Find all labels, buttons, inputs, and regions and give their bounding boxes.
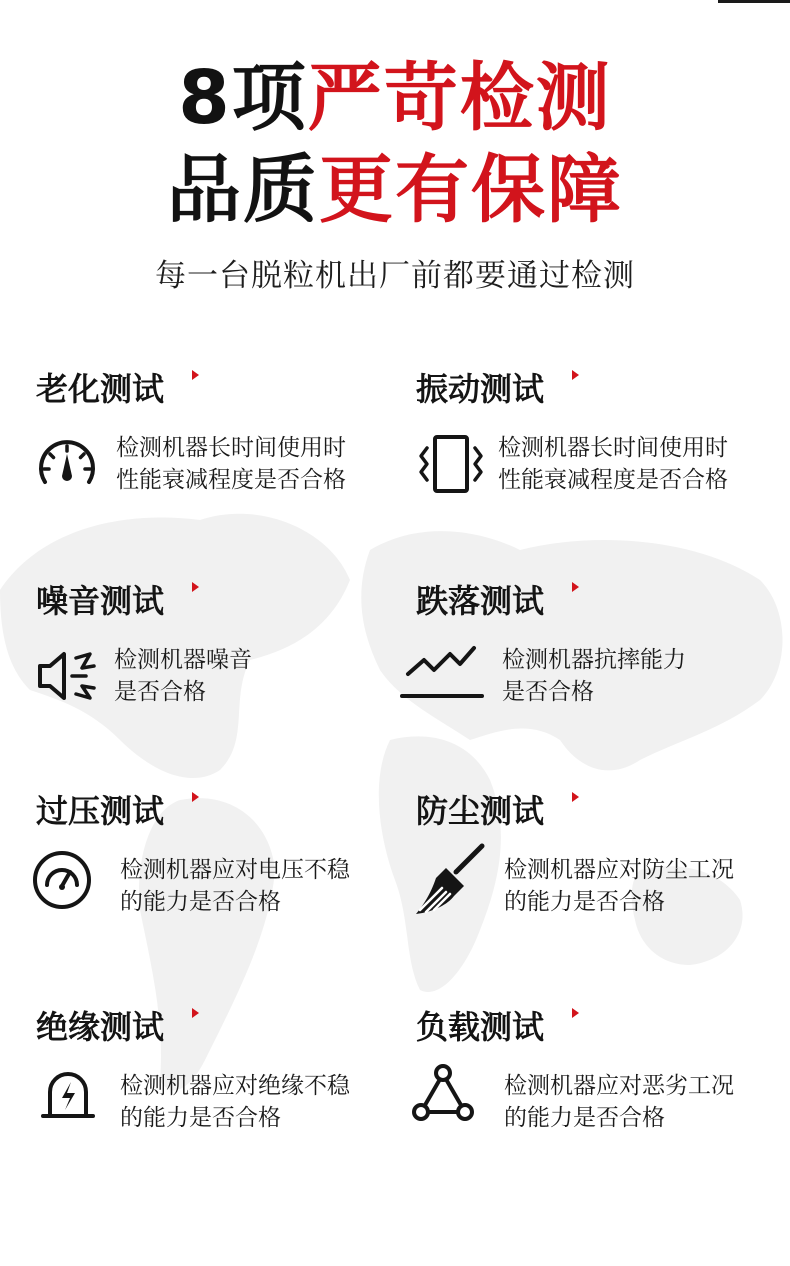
test-description-line: 是否合格	[114, 679, 206, 705]
test-description	[504, 1070, 734, 1134]
test-description-line: 的能力是否合格	[120, 1105, 281, 1131]
test-description	[498, 432, 728, 496]
red-triangle-marker-icon	[192, 792, 199, 802]
test-description	[502, 644, 686, 708]
red-triangle-marker-icon	[572, 1008, 579, 1018]
hero-line-1-red: 严苛检测	[307, 55, 612, 141]
test-description-line: 的能力是否合格	[504, 1105, 665, 1131]
test-description-line: 检测机器长时间使用时	[498, 435, 728, 461]
test-description-line: 检测机器应对绝缘不稳	[120, 1073, 350, 1099]
test-card-load	[416, 1002, 790, 1142]
test-title: 绝缘测试	[36, 1008, 165, 1046]
hero-line-2-red: 更有保障	[319, 147, 623, 233]
load-triangle-icon	[410, 1062, 476, 1124]
test-title: 老化测试	[36, 370, 165, 408]
test-description-line: 检测机器长时间使用时	[116, 435, 346, 461]
insulation-lightning-icon	[40, 1066, 96, 1124]
test-description	[120, 854, 350, 918]
speaker-noise-icon	[36, 648, 98, 704]
test-title: 防尘测试	[416, 792, 545, 830]
test-card-aging	[36, 364, 416, 504]
test-description-line: 检测机器应对电压不稳	[120, 857, 350, 883]
test-description-line: 性能衰减程度是否合格	[498, 467, 728, 493]
red-triangle-marker-icon	[192, 582, 199, 592]
test-description	[114, 644, 252, 708]
test-description	[504, 854, 734, 918]
broom-icon	[412, 842, 488, 918]
top-divider	[718, 0, 790, 3]
test-card-insulation	[36, 1002, 416, 1142]
test-description	[120, 1070, 350, 1134]
test-description-line: 检测机器应对恶劣工况	[504, 1073, 734, 1099]
test-title: 振动测试	[416, 370, 545, 408]
test-description	[116, 432, 346, 496]
test-card-noise	[36, 576, 416, 716]
test-title: 负载测试	[416, 1008, 545, 1046]
red-triangle-marker-icon	[572, 582, 579, 592]
gauge-icon	[36, 436, 98, 492]
red-triangle-marker-icon	[572, 792, 579, 802]
hero-line-2-black: 品质	[167, 147, 319, 233]
hero-heading	[0, 52, 790, 236]
test-description-line: 性能衰减程度是否合格	[116, 467, 346, 493]
hero-line-2	[0, 144, 790, 236]
test-card-vibration	[416, 364, 790, 504]
red-triangle-marker-icon	[572, 370, 579, 380]
hero-line-1-black: 8项	[178, 55, 308, 141]
test-description-line: 的能力是否合格	[504, 889, 665, 915]
test-description-line: 检测机器应对防尘工况	[504, 857, 734, 883]
test-card-drop	[416, 576, 790, 716]
red-triangle-marker-icon	[192, 1008, 199, 1018]
test-title: 跌落测试	[416, 582, 545, 620]
test-description-line: 的能力是否合格	[120, 889, 281, 915]
phone-vibration-icon	[416, 434, 486, 494]
test-card-overvoltage	[36, 786, 416, 926]
test-description-line: 检测机器抗摔能力	[502, 647, 686, 673]
subtitle: 每一台脱粒机出厂前都要通过检测	[155, 258, 635, 294]
test-description-line: 检测机器噪音	[114, 647, 252, 673]
test-title: 过压测试	[36, 792, 165, 830]
test-title: 噪音测试	[36, 582, 165, 620]
test-description-line: 是否合格	[502, 679, 594, 705]
red-triangle-marker-icon	[192, 370, 199, 380]
test-card-dustproof	[416, 786, 790, 926]
drop-chart-icon	[400, 642, 484, 704]
hero-line-1	[0, 52, 790, 144]
pressure-gauge-icon	[30, 848, 94, 912]
